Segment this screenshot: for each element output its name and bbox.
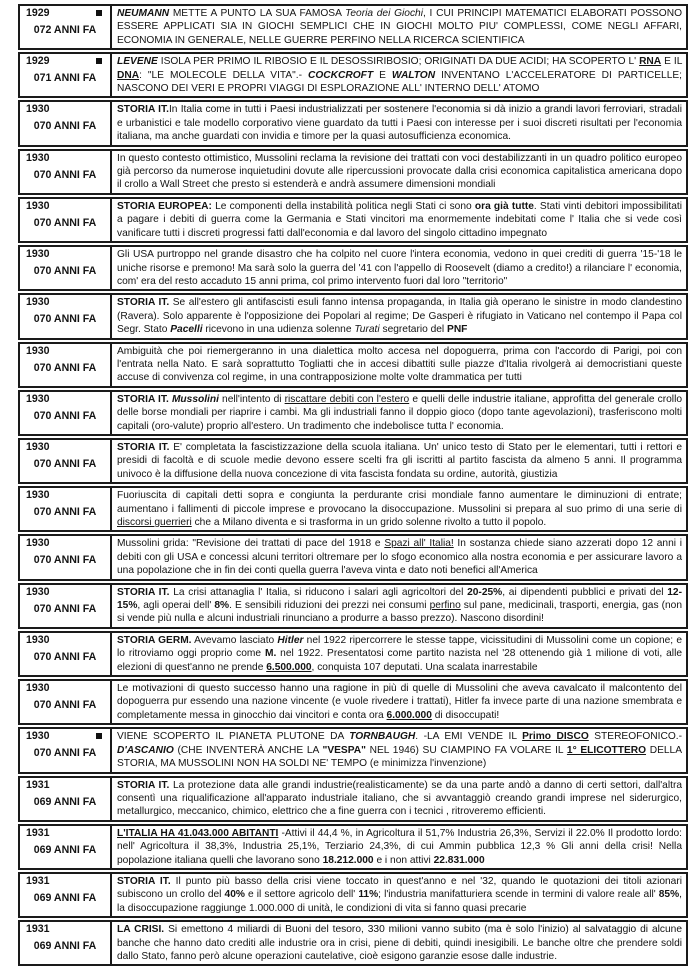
timeline-row — [18, 245, 688, 291]
entry-text — [112, 54, 686, 96]
text-segment: E — [373, 69, 392, 81]
text-segment: Spazi all' Italia! — [384, 538, 454, 550]
entry-text — [112, 392, 686, 434]
square-bullet-icon — [96, 733, 102, 739]
text-segment: Primo DISCO — [522, 731, 589, 743]
text-segment: NEL 1946) SU CIAMPINO FA VOLARE IL — [365, 744, 567, 756]
year-label: 1931 — [26, 923, 50, 936]
date-cell — [20, 633, 112, 675]
text-segment: In sostanza chiede siano azzerati dopo 12 anni i debiti con gli USA e concessi alcuni territori oltremare per lo sfogo economico alla nostra economia e per assicurare lavoro a una popolazione che in fin dei conti quella guerra l'aveva vinta e dato noti benefici all'America — [117, 538, 682, 577]
text-segment: 18.212.000 — [322, 854, 374, 866]
text-segment: nel 1922. Presentatosi come partito nazista nel '28 ottenendo già 1 milione di voti, alle elezioni di quest'anno ne prende — [117, 648, 682, 673]
text-segment: RNA — [639, 56, 662, 68]
entry-text — [112, 681, 686, 723]
text-segment: L'ITALIA HA 41.043.000 ABITANTI — [117, 827, 279, 839]
text-segment: D'ASCANIO — [117, 744, 174, 756]
entry-text — [112, 247, 686, 289]
date-cell — [20, 585, 112, 627]
text-segment: In Italia come in tutti i Paesi industrializzati per sostenere l'economia si dà inizio a grandi lavori ferroviari, stradali e urbanistici e tale modello corporativo viene guardato da tutti i Paesi con interesse per i suoi discreti risultati per l'economia italiana, ma anche guardati con invidia e timore per la quasi autosufficienza economica. — [117, 104, 682, 143]
timeline-row — [18, 583, 688, 629]
timeline-row — [18, 390, 688, 436]
text-segment: , ai dipendenti pubblici e privati del — [502, 586, 668, 598]
text-segment: . E sensibili riduzioni dei prezzi nei consumi — [229, 600, 430, 612]
text-segment: Se all'estero gli antifascisti esuli fanno intensa propaganda, in Italia già operano le sinistre in modo clandestino (Ravera). Solo apparente è l'opposizione dei Popolari al regime; De Gasperi è rifugiato in Vaticano nel contempo il Papa col Segr. Stato — [117, 297, 683, 336]
text-segment: STORIA GERM. — [117, 634, 192, 646]
text-segment: Turati — [354, 324, 380, 336]
years-ago-label: 070 ANNI FA — [33, 168, 97, 181]
text-segment: E' completata la fascistizzazione della scuola italiana. Un' unico testo di Stato per le elementari, tutti i rettori e presidi di facoltà e di scuole medie devono essere scelti fra gli iscritti al partito fascista da almeno 5 anni. Il programma univoco è la diffusione della nuova concezione di vita fascista fondata su ordine, autorità, giustizia — [117, 441, 682, 480]
text-segment: In questo contesto ottimistico, Mussolini reclama la revisione dei trattati con voci destabilizzanti in un quadro politico europeo già percorso da numerose inquietudini dovute alle ripercussioni provocate dalla crisi economica capitalistica americana dopo il crollo a Wall Street che presto si estenderà e andrà assumere dimensioni mondiali — [117, 152, 682, 191]
years-ago-label: 070 ANNI FA — [33, 699, 97, 712]
text-segment: VIENE SCOPERTO IL PIANETA PLUTONE DA — [117, 731, 350, 743]
text-segment: ISOLA PER PRIMO IL RIBOSIO E IL DESOSSIRIBOSIO; ORIGINATI DA DUE ACIDI; HA SCOPERTO L' — [157, 56, 640, 68]
entry-text — [112, 585, 686, 627]
date-cell — [20, 778, 112, 820]
text-segment: . Stati vinti debitori impossibilitati a pagare i debiti di guerra come la Germania e Stati vincitori ma enormemente indebitati come l' Italia che si vede così vanificare tutti i discreti progressi fatti dall'economia e dal lavoro del singolo cittadino impegnato — [117, 200, 682, 239]
year-label: 1930 — [26, 199, 50, 212]
year-label: 1931 — [26, 874, 50, 887]
text-segment: nell'intento di — [218, 393, 285, 405]
text-segment: WALTON — [391, 69, 436, 81]
entry-text — [112, 6, 686, 48]
text-segment: Hitler — [277, 634, 304, 646]
timeline-row — [18, 100, 688, 146]
year-label: 1931 — [26, 826, 50, 839]
date-cell — [20, 826, 112, 868]
text-segment: e i non attivi — [373, 854, 434, 866]
text-segment: 11% — [358, 889, 379, 901]
text-segment: segretario del — [379, 324, 448, 336]
year-label: 1931 — [26, 778, 50, 791]
years-ago-label: 070 ANNI FA — [33, 602, 97, 615]
text-segment: STORIA IT. — [117, 441, 170, 453]
date-cell — [20, 681, 112, 723]
date-cell — [20, 874, 112, 916]
text-segment: Mussolini grida: "Revisione dei trattati di pace del 1918 e — [117, 538, 385, 550]
timeline-row — [18, 293, 688, 339]
years-ago-label: 069 ANNI FA — [33, 843, 97, 856]
years-ago-label: 070 ANNI FA — [33, 216, 97, 229]
text-segment: perfino — [429, 600, 461, 612]
timeline-row — [18, 872, 688, 918]
text-segment: STORIA IT. — [117, 393, 172, 405]
year-label: 1929 — [26, 7, 50, 19]
square-bullet-icon — [96, 58, 102, 64]
text-segment: Gli USA purtroppo nel grande disastro che ha colpito nel cuore l'intera economia, vedono in quei crediti di guerra '15-'18 le uniche risorse e premono! Ma sarà solo la guerra del '41 con l'appello di Roosevelt (diamo a credito!) a rilanciare l' economia, com' era del resto accaduto 15 anni prima, col primo intervento fuori dal loro "territorio" — [117, 249, 682, 287]
timeline-row — [18, 438, 688, 484]
timeline-row — [18, 486, 688, 532]
timeline-row — [18, 4, 688, 50]
years-ago-label: 071 ANNI FA — [33, 72, 97, 85]
timeline-document — [18, 4, 688, 968]
entry-text — [112, 102, 686, 144]
text-segment: Ambiguità che poi riemergeranno in una dialettica molto accesa nel dopoguerra, prima con l'accordo di Parigi, poi con l'entrata nella Nato. E sarà soprattutto Togliatti che in accesi dibattiti sulle piazze d'Italia rivolgerà ai democristiani queste accuse di convivenza col regime, in una contrapposizione molte volte drammatica per tutti — [117, 345, 682, 384]
entry-text — [112, 440, 686, 482]
text-segment: e quelli delle industrie italiane, approfitta del generale crollo delle borse mondiali per riaprire i cambi. Ma gli industriali fanno il doppio gioco (dopo tante agevolazioni), trasferiscono molti capitali (oro-valute) proprio all'estero. Un tradimento che indebolisce tutta l' economia. — [117, 393, 682, 432]
text-segment: sul pane, medicinali, trasporti, energia, gas (non si vende più nulla e alcuni industriali rinunciano a produrre a basso prezzo). Nascono disordini! — [117, 600, 682, 625]
text-segment: METTE A PUNTO LA SUA FAMOSA — [169, 8, 346, 19]
years-ago-label: 070 ANNI FA — [33, 747, 97, 760]
timeline-row — [18, 197, 688, 243]
text-segment: Le componenti della instabilità politica negli Stati ci sono — [211, 200, 475, 212]
text-segment: La protezione data alle grandi industrie(realisticamente) se da una parte andò a danno di certi settori, dall'altra consentì una riqualificazione all'apparato industriale italiano, che si avvantaggiò creando grandi imprese nel siderurgico, metallurgico, meccanico, chimico, elettrico che a fine guerra con i tecnici , ritroveremo efficienti. — [117, 779, 682, 818]
timeline-row — [18, 534, 688, 580]
years-ago-label: 069 ANNI FA — [33, 891, 97, 904]
date-cell — [20, 247, 112, 289]
entry-text — [112, 488, 686, 530]
entry-text — [112, 151, 686, 193]
years-ago-label: 070 ANNI FA — [33, 554, 97, 567]
text-segment: INVENTANO L'ACCELERATORE DI PARTICELLE; NASCONO DEI VERI E PROPRI VIAGGI DI ESPLORAZIONE ALL' INTERNO DELL' ATOMO — [117, 69, 682, 95]
text-segment: -Attivi il 44,4 %, in Agricoltura il 51,7% Industria 26,3%, Servizi il 22.0% Il prodotto lordo: nell' Agricoltura il 38,3%, Industria 25,1%, Terziario 24,3%, di cui Ammin pubblica 12,3 % Gli anni della crisi! Nella popolazione italiana quelli che lavorano sono — [117, 827, 682, 866]
text-segment: 8% — [214, 600, 230, 612]
date-cell — [20, 344, 112, 386]
text-segment: STORIA IT. — [117, 104, 169, 116]
text-segment: La crisi attanaglia l' Italia, si riducono i salari agli agricoltori del — [169, 586, 468, 598]
date-cell — [20, 392, 112, 434]
date-cell — [20, 440, 112, 482]
text-segment: 40% — [224, 889, 245, 901]
timeline-row — [18, 631, 688, 677]
entry-text — [112, 344, 686, 386]
date-cell — [20, 54, 112, 96]
date-cell — [20, 151, 112, 193]
square-bullet-icon — [96, 10, 102, 16]
year-label: 1930 — [26, 440, 50, 453]
year-label: 1930 — [26, 537, 50, 550]
entry-text — [112, 778, 686, 820]
text-segment: , la disoccupazione raggiunge 1.000.000 di unità, le condizioni di vita si fanno quasi precarie — [117, 889, 682, 914]
timeline-row — [18, 824, 688, 870]
year-label: 1930 — [26, 730, 50, 743]
text-segment: E IL — [661, 56, 683, 68]
text-segment: nel 1922 ripercorrere le stesse tappe, vicissitudini di Mussolini come un copione; e lo ritroviamo oggi proprio come — [117, 634, 683, 660]
text-segment: : "LE MOLECOLE DELLA VITA".- — [139, 69, 309, 81]
text-segment: "VESPA" — [322, 744, 366, 756]
entry-text — [112, 874, 686, 916]
entry-text — [112, 729, 686, 771]
date-cell — [20, 536, 112, 578]
year-label: 1930 — [26, 296, 50, 309]
text-segment: , I CUI PRINCIPI MATEMATICI ELABORATI POSSONO ESSERE APPLICATI SIA IN GIOCHI SEMPLICI CHE IN GIOCHI MOLTO PIU' COMPLESSI, COME NEGLI AFFARI, ECONOMIA IN GENERALE, NELLE GUERRE PERFINO NELLA RICERCA SCIENTIFICA — [117, 8, 682, 46]
timeline-row — [18, 727, 688, 773]
text-segment: COCKCROFT — [308, 69, 374, 81]
text-segment: STORIA IT. — [117, 586, 170, 598]
text-segment: 1° ELICOTTERO — [566, 744, 647, 756]
year-label: 1930 — [26, 248, 50, 261]
text-segment: Teoria dei Giochi — [345, 8, 423, 19]
years-ago-label: 070 ANNI FA — [33, 313, 97, 326]
date-cell — [20, 102, 112, 144]
text-segment: LA CRISI. — [117, 924, 165, 936]
text-segment: STORIA IT. — [117, 779, 170, 791]
text-segment: discorsi guerrieri — [117, 517, 192, 528]
text-segment: ; l'industria manifatturiera scende in termini di valore reale all' — [378, 889, 659, 901]
text-segment: di disoccupati! — [431, 709, 500, 721]
text-segment: PNF — [447, 324, 468, 336]
text-segment: Avevamo lasciato — [191, 634, 278, 646]
text-segment: STORIA IT. — [117, 297, 170, 309]
year-label: 1930 — [26, 392, 50, 405]
entry-text — [112, 295, 686, 337]
entry-text — [112, 199, 686, 241]
text-segment: LEVENE — [117, 56, 158, 68]
text-segment: , conquista 107 deputati. Una scalata inarrestabile — [311, 661, 538, 673]
text-segment: 12-15% — [117, 586, 682, 612]
timeline-row — [18, 52, 688, 98]
entry-text — [112, 633, 686, 675]
timeline-row — [18, 776, 688, 822]
text-segment: 6.000.000 — [386, 709, 432, 721]
text-segment: ricevono in una udienza solenne — [202, 324, 355, 336]
timeline-row — [18, 149, 688, 195]
timeline-row — [18, 679, 688, 725]
entry-text — [112, 536, 686, 578]
timeline-row — [18, 920, 688, 966]
years-ago-label: 069 ANNI FA — [33, 940, 97, 953]
text-segment: 22.831.000 — [433, 854, 485, 866]
years-ago-label: 070 ANNI FA — [33, 361, 97, 374]
years-ago-label: 070 ANNI FA — [33, 265, 97, 278]
text-segment: e il settore agricolo dell' — [244, 889, 359, 901]
text-segment: , agli operai dell' — [137, 600, 215, 612]
date-cell — [20, 488, 112, 530]
year-label: 1930 — [26, 682, 50, 695]
date-cell — [20, 199, 112, 241]
text-segment: 20-25% — [467, 586, 503, 598]
timeline-row — [18, 342, 688, 388]
years-ago-label: 070 ANNI FA — [33, 457, 97, 470]
year-label: 1930 — [26, 344, 50, 357]
text-segment: Fuoriuscita di capitali detti sopra e congiunta la perdurante crisi mondiale fanno aumentare le diminuzioni di entrate; aumentano i fallimenti di piccole imprese e provocano la disoccupazione. Mussolini si prepara al suo primo di una serie di — [117, 490, 682, 515]
text-segment: che a Milano diventa e si trasforma in un grido solenne rivolto a tutto il popolo. — [191, 517, 547, 528]
text-segment: DNA — [117, 69, 140, 81]
text-segment: Il punto più basso della crisi viene toccato in quest'anno e nel '32, quando le quotazioni dei titoli azionari subiscono un crollo del — [117, 875, 682, 901]
text-segment: Pacelli — [170, 324, 203, 336]
text-segment: Si emettono 4 miliardi di Buoni del tesoro, 330 milioni vanno subito (ma è solo l'inizio) al salvataggio di alcune banche che hanno dato crediti alle industrie ora in crisi, piene di debiti, quindi inesigibili. Le banche oltre che prendere soldi dallo Stato, fanno però alcune operazioni cautelative, cioè esigono garanzie esose dalle industrie. — [117, 924, 682, 962]
year-label: 1930 — [26, 633, 50, 646]
text-segment: Mussolini — [171, 393, 219, 405]
text-segment: ora già tutte — [474, 200, 534, 212]
text-segment: STORIA EUROPEA: — [117, 200, 212, 212]
text-segment: STORIA IT. — [117, 875, 171, 887]
date-cell — [20, 922, 112, 964]
text-segment: M. — [264, 648, 277, 660]
year-label: 1930 — [26, 585, 50, 598]
date-cell — [20, 6, 112, 48]
text-segment: NEUMANN — [117, 8, 170, 19]
text-segment: (CHE INVENTERÀ ANCHE LA — [173, 744, 323, 756]
year-label: 1930 — [26, 489, 50, 502]
text-segment: 85% — [658, 889, 680, 901]
year-label: 1930 — [26, 103, 50, 116]
year-label: 1930 — [26, 151, 50, 164]
years-ago-label: 069 ANNI FA — [33, 795, 97, 808]
years-ago-label: 070 ANNI FA — [33, 120, 97, 133]
date-cell — [20, 295, 112, 337]
text-segment: Le motivazioni di questo successo hanno una ragione in più di quelle di Mussolini che aveva cavalcato il malcontento del dopoguerra pur essendo una nazione vincente (e vuole rivedere i trattati), Hitler fa invece parte di una nazione smembrata e completamente messa in ginocchio dai vincitori e conta ora — [117, 683, 682, 721]
entry-text — [112, 826, 686, 868]
text-segment: TORNBAUGH — [349, 731, 416, 743]
text-segment: riscattare debiti con l'estero — [284, 393, 410, 405]
entry-text — [112, 922, 686, 964]
years-ago-label: 070 ANNI FA — [33, 506, 97, 519]
year-label: 1929 — [26, 55, 50, 68]
years-ago-label: 070 ANNI FA — [33, 409, 97, 422]
text-segment: STEREOFONICO.- — [588, 731, 682, 743]
date-cell — [20, 729, 112, 771]
text-segment: . -LA EMI VENDE IL — [415, 731, 523, 743]
text-segment: 6.500.000 — [266, 661, 312, 673]
text-segment: DELLA STORIA, MA MUSSOLINI NON HA SOLDI NE' TEMPO (e minimizza l'invenzione) — [117, 744, 682, 770]
years-ago-label: 072 ANNI FA — [33, 24, 97, 36]
years-ago-label: 070 ANNI FA — [33, 650, 97, 663]
